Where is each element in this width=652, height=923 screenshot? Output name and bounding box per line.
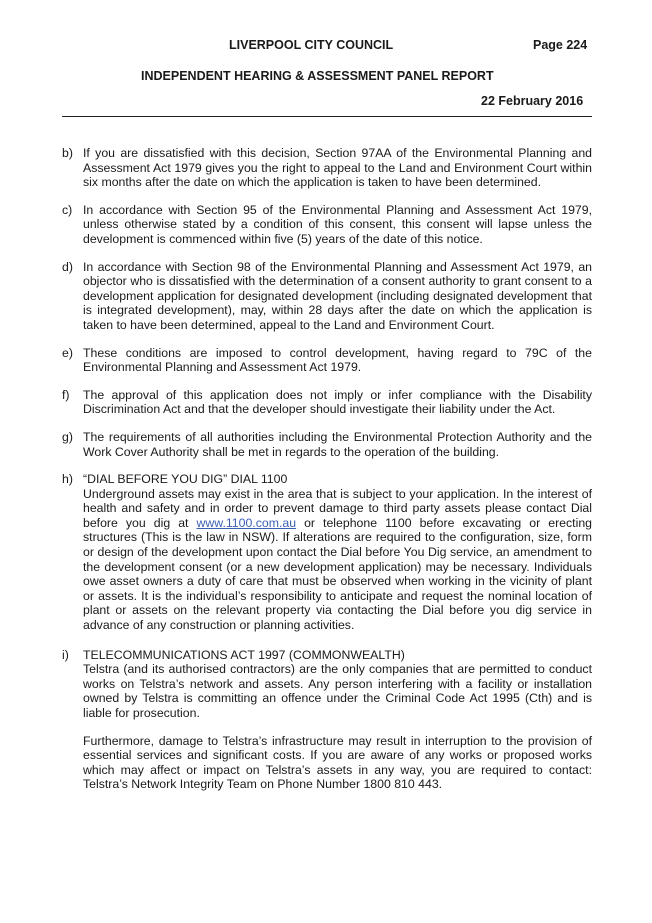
text-segment: Underground assets may exist in the area that is subject to your application. In the interest of health and safety and in order to prevent damage to third party assets please contact Dial before you dig at	[83, 486, 592, 530]
council-name: LIVERPOOL CITY COUNCIL	[229, 38, 394, 52]
header-divider	[62, 116, 592, 117]
report-date: 22 February 2016	[481, 94, 584, 108]
telecommunications-heading: TELECOMMUNICATIONS ACT 1997 (COMMONWEALTH)	[83, 647, 405, 662]
page-number: Page 224	[533, 38, 588, 52]
dial-before-you-dig-heading: “DIAL BEFORE YOU DIG” DIAL 1100	[83, 472, 288, 487]
report-title: INDEPENDENT HEARING & ASSESSMENT PANEL REPORT	[141, 69, 494, 83]
condition-text: The requirements of all authorities including the Environmental Protection Authority and the Work Cover Authority shall be met in regards to the operation of the building.	[83, 429, 592, 459]
condition-c	[62, 203, 592, 247]
conditions-list	[62, 146, 592, 792]
dial-before-you-dig-link[interactable]: www.1100.com.au	[196, 515, 297, 530]
item-marker: i)	[62, 647, 69, 662]
condition-e	[62, 346, 592, 375]
item-marker: e)	[62, 345, 73, 360]
item-marker: d)	[62, 259, 73, 274]
condition-g	[62, 430, 592, 459]
item-marker: g)	[62, 429, 73, 444]
condition-text: In accordance with Section 95 of the Environmental Planning and Assessment Act 1979, unless otherwise stated by a condition of this consent, this consent will lapse unless the development is commenced within five (5) years of the date of this notice.	[83, 202, 592, 246]
item-marker: b)	[62, 146, 73, 160]
condition-text: In accordance with Section 98 of the Environmental Planning and Assessment Act 1979, an objector who is dissatisfied with the determination of a consent authority to grant consent to a development application for designated development (including designated development that is integrated development), may, within 28 days after the date on which the application is taken to have been determined, appeal to the Land and Environment Court.	[83, 259, 592, 332]
text-segment: or telephone 1100 before excavating or erecting structures (This is the law in NSW). If alterations are required to the configuration, size, form or design of the development upon contact the Dial before You Dig service, an amendment to the development consent (or a new development application) may be necessary. Individuals owe asset owners a duty of care that must be observed when working in the vicinity of plant or assets. It is the individual’s responsibility to anticipate and request the nominal location of plant or assets on the relevant property via contacting the Dial before you dig service in advance of any construction or planning activities.	[83, 515, 592, 633]
item-marker: h)	[62, 472, 73, 487]
telstra-paragraph-2: Furthermore, damage to Telstra’s infrastructure may result in interruption to the provision of essential services and significant costs. If you are aware of any works or proposed works which may affect or impact on Telstra’s assets in any way, you are required to contact: Telstra’s Network Integrity Team on Phone Number 1800 810 443.	[83, 733, 592, 792]
condition-d	[62, 260, 592, 333]
condition-b	[62, 146, 592, 190]
condition-text: If you are dissatisfied with this decision, Section 97AA of the Environmental Planning and Assessment Act 1979 gives you the right to appeal to the Land and Environment Court within six months after the date on which the application is taken to have been determined.	[83, 146, 592, 190]
condition-f	[62, 388, 592, 417]
item-marker: c)	[62, 202, 73, 217]
dial-before-you-dig-text	[83, 487, 592, 633]
telstra-paragraph-1: Telstra (and its authorised contractors) are the only companies that are permitted to conduct works on Telstra’s network and assets. Any person interfering with a facility or installation owned by Telstra is committing an offence under the Criminal Code Act 1995 (Cth) and is liable for prosecution.	[83, 662, 592, 720]
condition-h	[62, 472, 592, 633]
condition-text: The approval of this application does not imply or infer compliance with the Disability Discrimination Act and that the developer should investigate their liability under the Act.	[83, 387, 592, 417]
condition-text: These conditions are imposed to control development, having regard to 79C of the Environmental Planning and Assessment Act 1979.	[83, 345, 592, 375]
item-marker: f)	[62, 387, 70, 402]
condition-i	[62, 648, 592, 792]
